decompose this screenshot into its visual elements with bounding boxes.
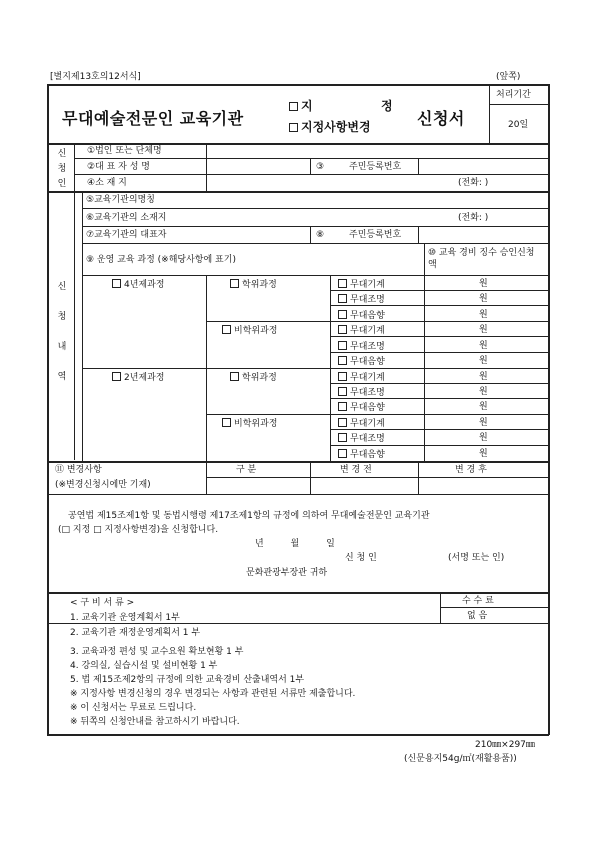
option-designation: 지: [289, 97, 313, 114]
major-item: 무대음향: [338, 356, 385, 368]
major-item: 무대조명: [338, 387, 385, 399]
group-4yr-degree: 학위과정: [230, 279, 277, 291]
major-item: 무대조명: [338, 433, 385, 445]
details-section-label: 신 청 내 역: [57, 282, 67, 382]
checkbox-designation[interactable]: [289, 102, 298, 111]
change-note: (※변경신청시에만 기재): [55, 480, 151, 490]
fee-unit: 원: [479, 433, 488, 443]
form-number: [별지제13호의12서식]: [50, 72, 141, 82]
corp-name-label: ①법인 또는 단체명: [87, 146, 162, 156]
checkbox-major[interactable]: [338, 418, 347, 427]
option-change: 지정사항변경: [289, 118, 371, 135]
applicant-section-label: 신 청 인: [57, 149, 67, 189]
address-label: ④소 재 지: [87, 178, 127, 188]
fee-unit: 원: [479, 387, 488, 397]
processing-period-value: 20일: [508, 120, 529, 130]
processing-period-label: 처리기간: [496, 90, 531, 100]
fee-unit: 원: [479, 356, 488, 366]
inst-name-label: ⑤교육기관의명칭: [86, 195, 155, 205]
checkbox-major[interactable]: [338, 341, 347, 350]
fee-header: ⑩ 교육 경비 징수 승인신청액: [428, 248, 535, 270]
docs-note: ※ 이 신청서는 무료로 드립니다.: [70, 703, 197, 713]
inst-rrn-label: 주민등록번호: [349, 230, 402, 240]
checkbox-major[interactable]: [338, 372, 347, 381]
applicant-tel: (전화: ): [458, 178, 489, 188]
fee-unit: 원: [479, 341, 488, 351]
major-item: 무대기계: [338, 372, 385, 384]
statement-sign: (서명 또는 인): [448, 553, 505, 563]
docs-item: 3. 교육과정 편성 및 교수요원 확보현황 1 부: [70, 647, 244, 657]
course-header: ⑨ 운영 교육 과정 (※해당사항에 표기): [86, 255, 236, 265]
fee-label: 수 수 료: [462, 596, 494, 606]
major-item: 무대기계: [338, 279, 385, 291]
checkbox-major[interactable]: [338, 449, 347, 458]
docs-item: 1. 교육기관 운영계획서 1부: [70, 613, 180, 623]
fee-unit: 원: [479, 310, 488, 320]
checkbox-4yr-nondegree[interactable]: [222, 325, 231, 334]
program-2yr: 2년제과정: [112, 372, 165, 384]
inst-tel: (전화: ): [458, 213, 489, 223]
paper-size: 210㎜×297㎜: [475, 740, 535, 750]
statement-date: 년 월 일: [255, 539, 335, 549]
change-label: ⑪ 변경사항: [55, 465, 102, 475]
major-item: 무대조명: [338, 294, 385, 306]
option-designation-tail: 정: [381, 99, 393, 113]
checkbox-2yr[interactable]: [112, 372, 121, 381]
checkbox-major[interactable]: [338, 279, 347, 288]
group-4yr-nondegree: 비학위과정: [222, 325, 277, 337]
rrn-number-mark: ③: [316, 162, 325, 172]
major-item: 무대기계: [338, 325, 385, 337]
statement-applicant: 신 청 인: [345, 553, 377, 563]
statement-line1: 공연법 제15조제1항 및 동법시행령 제17조제1항의 규정에 의하여 무대예술전문인 교육기관: [68, 511, 430, 521]
docs-heading: < 구 비 서 류 >: [70, 598, 135, 608]
page-side-label: (앞쪽): [496, 72, 521, 82]
checkbox-major[interactable]: [338, 433, 347, 442]
docs-note: ※ 뒤쪽의 신청안내를 참고하시기 바랍니다.: [70, 717, 240, 727]
program-4yr: 4년제과정: [112, 279, 165, 291]
group-2yr-degree: 학위과정: [230, 372, 277, 384]
fee-unit: 원: [479, 294, 488, 304]
checkbox-major[interactable]: [338, 325, 347, 334]
checkbox-major[interactable]: [338, 387, 347, 396]
group-2yr-nondegree: 비학위과정: [222, 418, 277, 430]
fee-unit: 원: [479, 402, 488, 412]
major-item: 무대음향: [338, 310, 385, 322]
docs-item: 4. 강의실, 실습시설 및 설비현황 1 부: [70, 661, 218, 671]
fee-unit: 원: [479, 418, 488, 428]
major-item: 무대조명: [338, 341, 385, 353]
checkbox-2yr-degree[interactable]: [230, 372, 239, 381]
change-col-category: 구 분: [236, 465, 257, 475]
change-col-after: 변 경 후: [455, 465, 487, 475]
checkbox-major[interactable]: [338, 356, 347, 365]
major-item: 무대음향: [338, 449, 385, 461]
fee-unit: 원: [479, 449, 488, 459]
checkbox-4yr-degree[interactable]: [230, 279, 239, 288]
docs-note: ※ 지정사항 변경신청의 경우 변경되는 사항과 관련된 서류만 제출합니다.: [70, 689, 356, 699]
fee-unit: 원: [479, 279, 488, 289]
rrn-label: 주민등록번호: [349, 162, 402, 172]
paper-spec: (신문용지54g/㎡(재활용품)): [404, 754, 517, 764]
major-item: 무대기계: [338, 418, 385, 430]
checkbox-major[interactable]: [338, 310, 347, 319]
form-title-suffix: 신청서: [417, 109, 465, 128]
inst-address-label: ⑥교육기관의 소재지: [86, 213, 167, 223]
statement-addressee: 문화관광부장관 귀하: [246, 568, 328, 578]
checkbox-change[interactable]: [289, 123, 298, 132]
major-item: 무대음향: [338, 402, 385, 414]
form-title: 무대예술전문인 교육기관: [62, 109, 244, 128]
docs-item: 5. 법 제15조제2항의 규정에 의한 교육경비 산출내역서 1부: [70, 675, 305, 685]
inst-rep-label: ⑦교육기관의 대표자: [86, 230, 167, 240]
fee-unit: 원: [479, 325, 488, 335]
change-col-before: 변 경 전: [340, 465, 372, 475]
statement-line2: (□ 지정 □ 지정사항변경)을 신청합니다.: [58, 525, 219, 535]
checkbox-major[interactable]: [338, 294, 347, 303]
docs-item: 2. 교육기관 재정운영계획서 1 부: [70, 628, 201, 638]
checkbox-major[interactable]: [338, 402, 347, 411]
checkbox-2yr-nondegree[interactable]: [222, 418, 231, 427]
inst-rrn-number-mark: ⑧: [316, 230, 325, 240]
fee-value: 없 음: [467, 611, 488, 621]
checkbox-4yr[interactable]: [112, 279, 121, 288]
fee-unit: 원: [479, 372, 488, 382]
rep-name-label: ②대 표 자 성 명: [87, 162, 150, 172]
